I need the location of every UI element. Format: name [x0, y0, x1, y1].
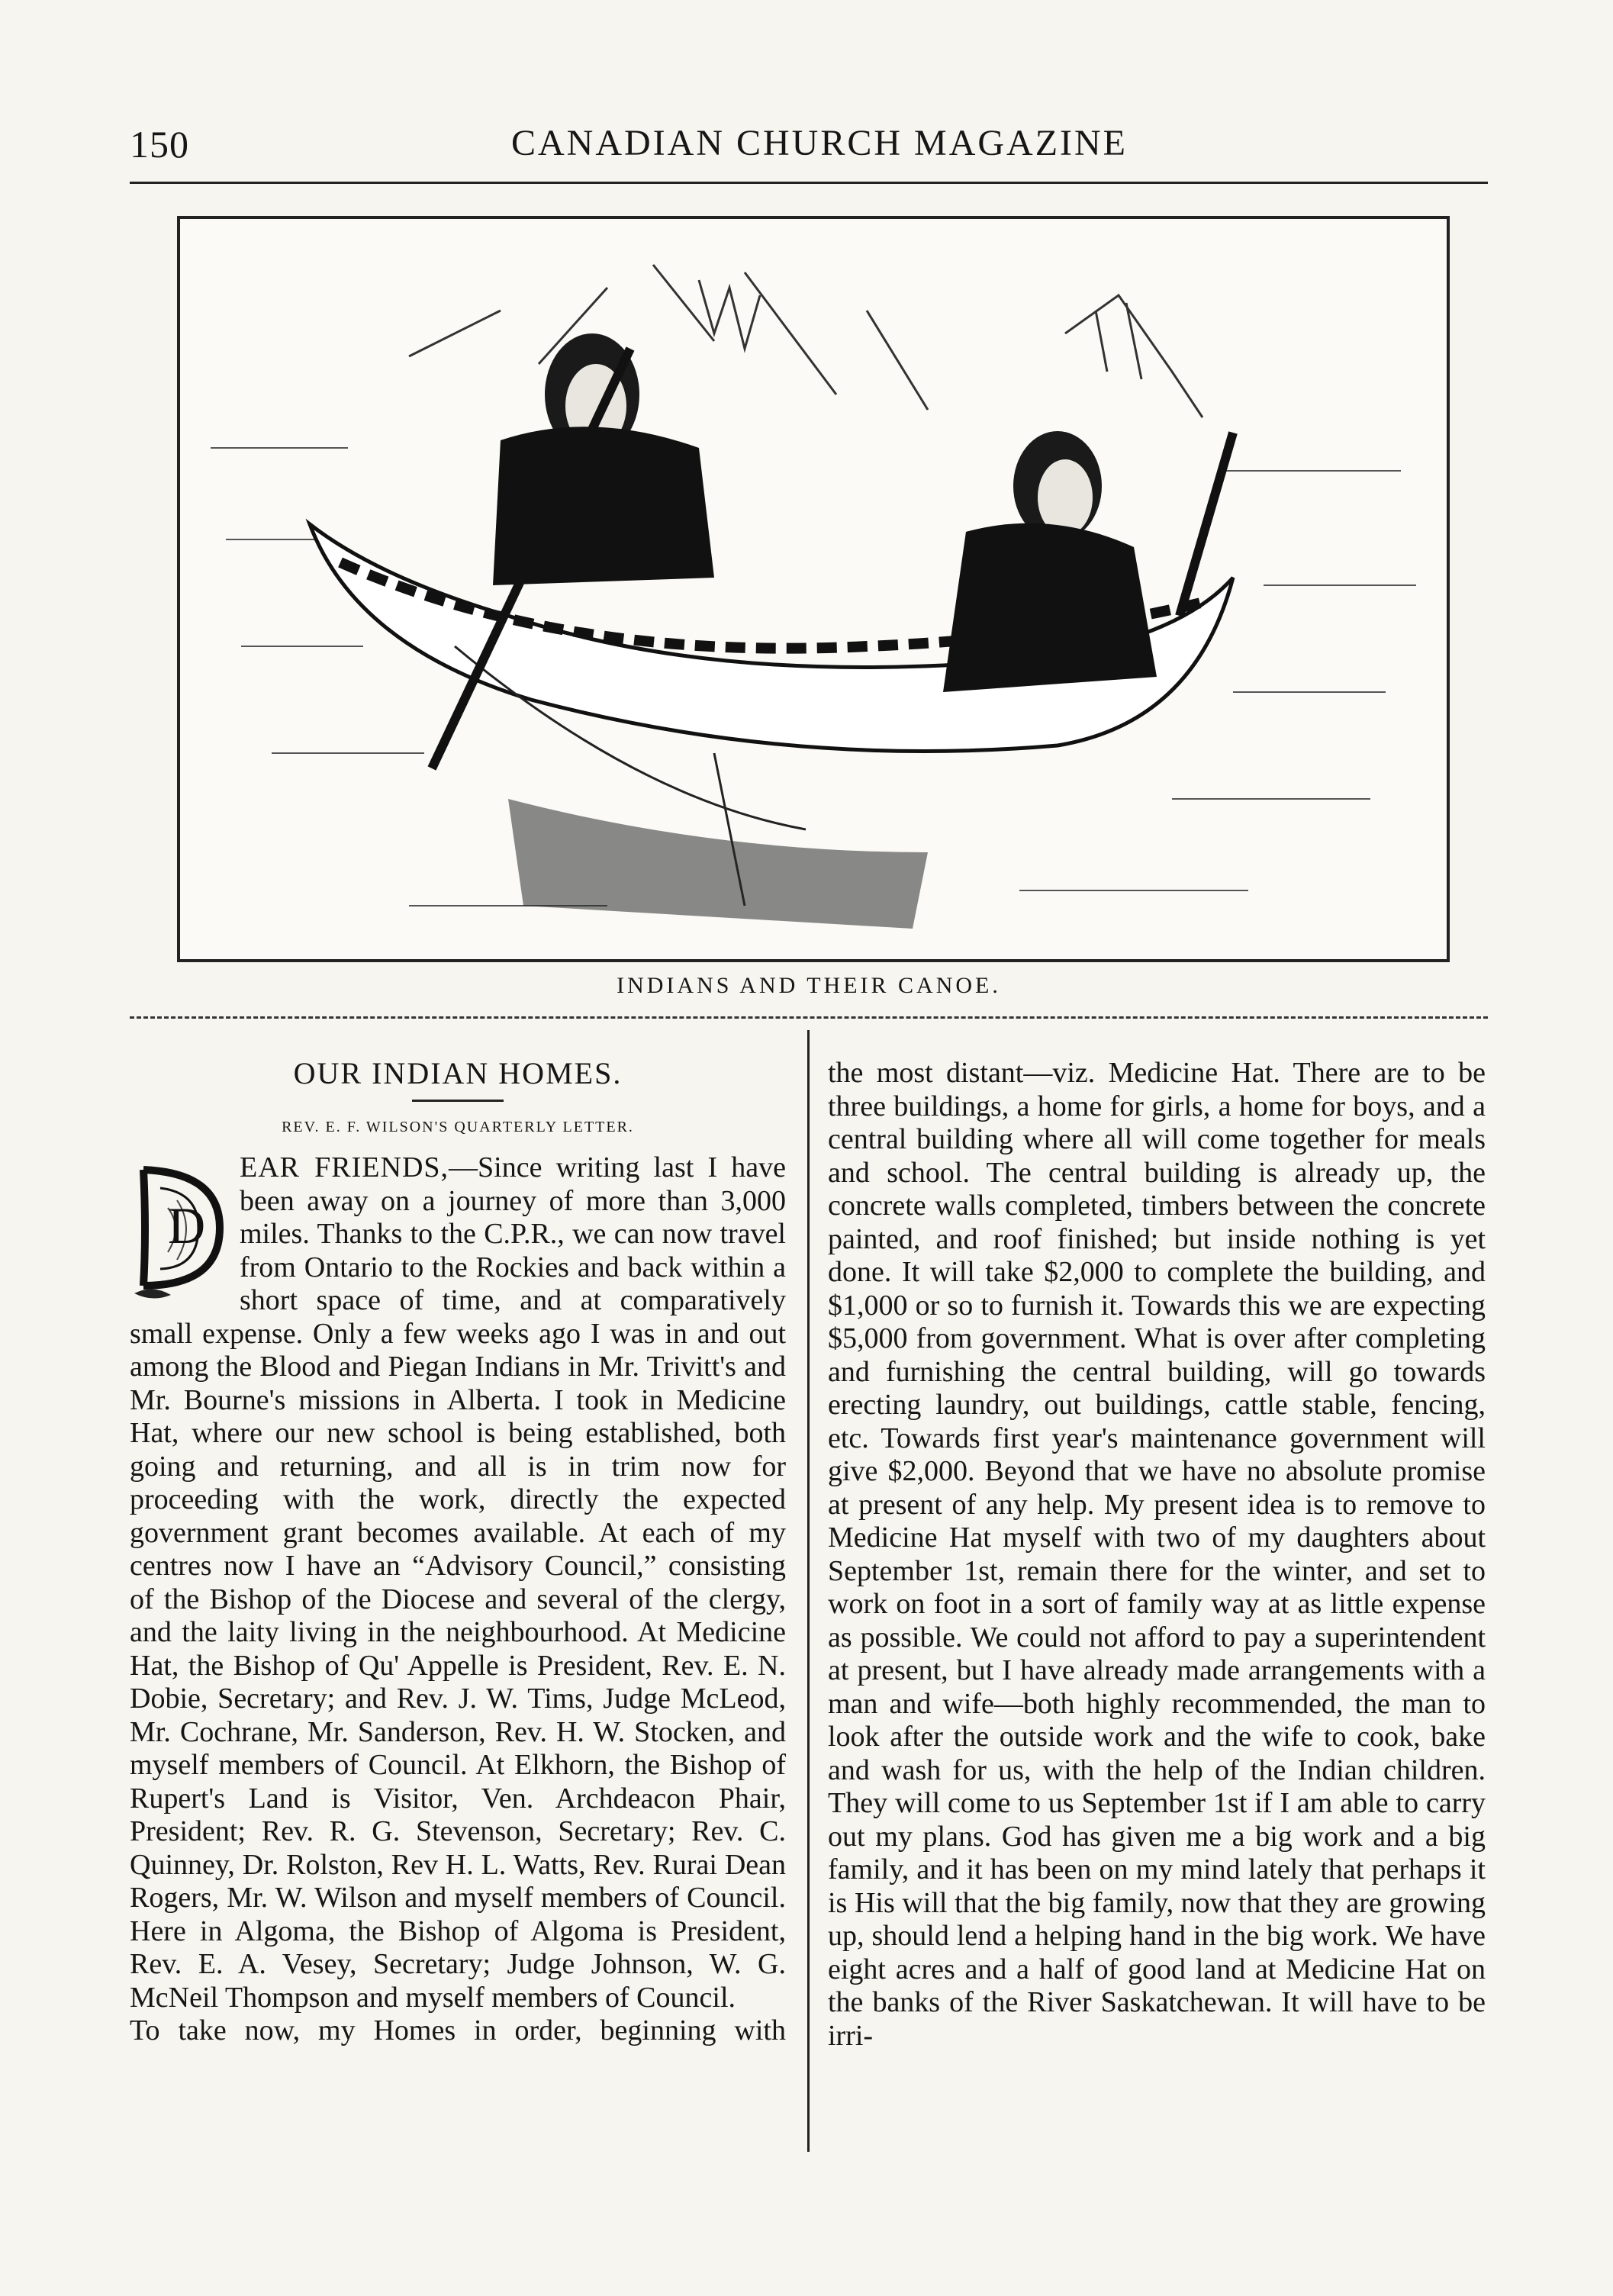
page-header: [130, 114, 1488, 168]
caption-rule: [130, 1016, 1488, 1019]
reflection: [508, 799, 928, 929]
left-column: [130, 1057, 786, 2048]
figure-caption: INDIANS AND THEIR CANOE.: [617, 973, 1001, 998]
drop-cap-letter: D: [168, 1196, 206, 1254]
left-last-line: To take now, my Homes in order, beginning with: [130, 2014, 786, 2046]
left-paragraph: [130, 1151, 786, 2014]
canoe-drawing: [180, 219, 1447, 959]
article-title: OUR INDIAN HOMES.: [293, 1056, 623, 1090]
byline: REV. E. F. WILSON'S QUARTERLY LETTER.: [282, 1118, 634, 1135]
canoe-illustration: [177, 216, 1450, 962]
left-paragraph-text: —Since writing last I have been away on a journey of more than 3,000 miles. Thanks to the C.P.R., we can now travel from Ontario to the Rockies and back within a short space of time, and at comparatively small expense. Only a few weeks ago I was in and out among the Blood and Piegan Indians in Mr. Trivitt's and Mr. Bourne's missions in Alberta. I took in Medicine Hat, where our new school is being established, both going and returning, and all is in trim now for proceeding with the work, directly the expected government grant becomes available. At each of my centres now I have an “Advisory Council,” consisting of the Bishop of the Diocese and several of the clergy, and the laity living in the neighbourhood. At Medicine Hat, the Bishop of Qu' Appelle is President, Rev. E. N. Dobie, Secretary; and Rev. J. W. Tims, Judge McLeod, Mr. Cochrane, Mr. Sanderson, Rev. H. W. Stocken, and myself members of Council. At Elkhorn, the Bishop of Rupert's Land is Visitor, Ven. Archdeacon Phair, President; Rev. R. G. Stevenson, Secretary; Rev. C. Quinney, Dr. Rolston, Rev H. L. Watts, Rev. Rurai Dean Rogers, Mr. W. Wilson and myself members of Council. Here in Algoma, the Bishop of Algoma is President, Rev. E. A. Vesey, Secretary; Judge Johnson, W. G. McNeil Thompson and myself members of Council.: [130, 1151, 786, 2014]
drop-cap-d: [130, 1154, 227, 1304]
column-divider: [807, 1030, 810, 2152]
right-paragraph: the most distant—viz. Medicine Hat. There are to be three buildings, a home for girls, a home for boys, and a central building where all will come together for meals and school. The central building is already up, the concrete walls completed, timbers between the concrete painted, and roof finished; but inside nothing is yet done. It will take $2,000 to complete the building, and $1,000 or so to furnish it. Towards this we are expecting $5,000 from government. What is over after completing and furnishing the central building, will go towards erecting laundry, out buildings, cattle stable, fencing, etc. Towards first year's maintenance government will give $2,000. Beyond that we have no absolute promise at present of any help. My present idea is to remove to Medicine Hat myself with two of my daughters about September 1st, remain there for the winter, and set to work on foot in a sort of family way at as little expense as possible. We could not afford to pay a superintendent at present, but I have already made arrangements with a man and wife—both highly recommended, the man to look after the outside work and the wife to cook, bake and wash for us, with the help of the Indian children. They will come to us September 1st if I am able to carry out my plans. God has given me a big work and a big family, and it has been on my mind lately that perhaps it is His will that the big family, now that they are growing up, should lend a helping hand in the big work. We have eight acres and a half of good land at Medicine Hat on the banks of the River Saskatchewan. It will have to be irri-: [828, 1057, 1486, 2052]
opening-words: EAR FRIENDS,: [240, 1151, 449, 1183]
magazine-title: CANADIAN CHURCH MAGAZINE: [511, 123, 1128, 163]
right-column: [828, 1057, 1486, 2053]
mountains: [409, 265, 1203, 417]
header-rule: [130, 182, 1488, 184]
title-rule: [412, 1100, 504, 1102]
page-number: 150: [130, 123, 189, 166]
